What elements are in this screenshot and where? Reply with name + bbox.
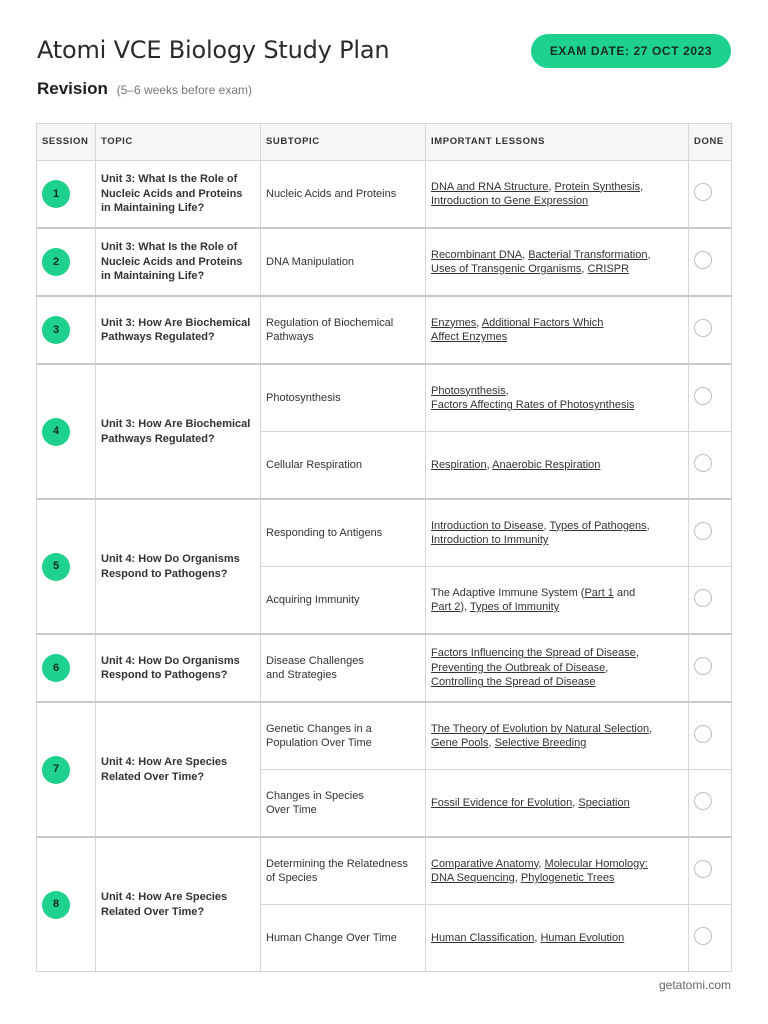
lessons-cell (426, 567, 689, 635)
done-checkbox[interactable] (694, 792, 712, 810)
lessons-cell (426, 770, 689, 838)
lesson-link[interactable]: Bacterial Transformation (528, 248, 648, 261)
topic-cell: Unit 4: How Do Organisms Respond to Pathogens? (96, 634, 261, 702)
lesson-link[interactable]: Introduction to Gene Expression (431, 195, 589, 207)
section-heading (37, 79, 252, 99)
section-title: Revision (37, 79, 108, 98)
lessons-cell (426, 499, 689, 567)
table-row (37, 634, 732, 702)
done-checkbox[interactable] (694, 183, 712, 201)
lesson-separator: , (581, 263, 588, 275)
lesson-link[interactable]: Photosynthesis (431, 384, 506, 397)
lessons-cell (426, 837, 689, 905)
topic-cell: Unit 3: What Is the Role of Nucleic Acids and Proteins in Maintaining Life? (96, 228, 261, 296)
done-cell (689, 702, 732, 770)
table-row (37, 837, 732, 905)
subtopic-cell: Determining the Relatedness of Species (261, 837, 426, 905)
done-cell (689, 567, 732, 635)
session-number-badge: 2 (42, 248, 70, 276)
lesson-link[interactable]: Introduction to Disease (431, 519, 544, 532)
lesson-link[interactable]: CRISPR (587, 263, 630, 275)
lesson-link[interactable]: Types of Immunity (469, 601, 560, 613)
lessons-cell (426, 905, 689, 972)
lesson-separator: , (505, 384, 509, 397)
lesson-separator: , (534, 931, 541, 944)
column-header-subtopic: SUBTOPIC (261, 124, 426, 161)
lesson-link[interactable]: Molecular Homology: DNA Sequencing (431, 857, 648, 884)
session-cell (37, 228, 96, 296)
subtopic-cell: Acquiring Immunity (261, 567, 426, 635)
lesson-link[interactable]: Gene Pools (431, 737, 489, 749)
lesson-link[interactable]: Part 2 (431, 601, 461, 613)
lesson-link[interactable]: Introduction to Immunity (431, 534, 549, 546)
subtopic-cell: Changes in Species Over Time (261, 770, 426, 838)
lessons-cell (426, 364, 689, 432)
lesson-separator: , (538, 857, 545, 870)
lesson-link[interactable]: Types of Pathogens (549, 519, 647, 532)
page-title: Atomi VCE Biology Study Plan (37, 36, 390, 64)
topic-cell: Unit 4: How Are Species Related Over Time? (96, 702, 261, 837)
column-header-session: SESSION (37, 124, 96, 161)
session-number-badge: 6 (42, 654, 70, 682)
session-number-badge: 3 (42, 316, 70, 344)
done-checkbox[interactable] (694, 454, 712, 472)
lesson-link[interactable]: Uses of Transgenic Organisms (431, 263, 582, 275)
lesson-link[interactable]: Factors Affecting Rates of Photosynthesis (431, 399, 635, 411)
lesson-link[interactable]: Protein Synthesis (554, 180, 641, 193)
done-checkbox[interactable] (694, 319, 712, 337)
done-checkbox[interactable] (694, 251, 712, 269)
lesson-link[interactable]: The Theory of Evolution by Natural Selection (431, 722, 650, 735)
session-number-badge: 8 (42, 891, 70, 919)
lesson-link[interactable]: Comparative Anatomy (431, 857, 539, 870)
table-row (37, 364, 732, 432)
subtopic-cell: Photosynthesis (261, 364, 426, 432)
lesson-link[interactable]: Fossil Evidence for Evolution (431, 796, 573, 809)
lesson-link[interactable]: Phylogenetic Trees (520, 872, 615, 884)
table-row (37, 499, 732, 567)
subtopic-cell: Nucleic Acids and Proteins (261, 161, 426, 229)
lesson-link[interactable]: DNA and RNA Structure (431, 180, 549, 193)
session-number-badge: 5 (42, 553, 70, 581)
lesson-separator: , (572, 796, 579, 809)
lesson-separator: , (649, 722, 653, 735)
lesson-link[interactable]: Part 1 (584, 586, 614, 599)
lesson-link[interactable]: Respiration (431, 458, 487, 471)
done-cell (689, 228, 732, 296)
done-checkbox[interactable] (694, 657, 712, 675)
done-checkbox[interactable] (694, 927, 712, 945)
done-cell (689, 499, 732, 567)
lesson-link[interactable]: Controlling the Spread of Disease (431, 676, 596, 689)
lesson-separator: and (613, 586, 636, 599)
done-cell (689, 770, 732, 838)
lesson-separator: The Adaptive Immune System ( (431, 586, 585, 599)
session-number-badge: 1 (42, 180, 70, 208)
section-note: (5–6 weeks before exam) (116, 83, 252, 97)
done-cell (689, 364, 732, 432)
table-row (37, 161, 732, 229)
lessons-cell (426, 296, 689, 364)
lesson-separator: , (522, 248, 529, 261)
lesson-link[interactable]: Factors Influencing the Spread of Disease (431, 647, 636, 660)
lesson-link[interactable]: Speciation (578, 796, 630, 809)
lesson-link[interactable]: Recombinant DNA (431, 248, 523, 261)
session-number-badge: 4 (42, 418, 70, 446)
session-cell (37, 499, 96, 634)
column-header-done: DONE (689, 124, 732, 161)
lesson-separator: , (646, 519, 650, 532)
subtopic-cell: Responding to Antigens (261, 499, 426, 567)
lessons-cell (426, 634, 689, 702)
lesson-link[interactable]: Human Evolution (540, 931, 625, 944)
table-row (37, 296, 732, 364)
done-cell (689, 296, 732, 364)
lesson-separator: ), (460, 601, 470, 613)
done-cell (689, 905, 732, 972)
session-cell (37, 702, 96, 837)
session-cell (37, 634, 96, 702)
lesson-separator: , (486, 458, 493, 471)
lesson-separator: , (548, 180, 555, 193)
done-checkbox[interactable] (694, 387, 712, 405)
subtopic-cell: Human Change Over Time (261, 905, 426, 972)
column-header-topic: TOPIC (96, 124, 261, 161)
subtopic-cell: Genetic Changes in a Population Over Time (261, 702, 426, 770)
done-checkbox[interactable] (694, 725, 712, 743)
lesson-link[interactable]: Preventing the Outbreak of Disease (431, 661, 606, 674)
lesson-link[interactable]: Selective Breeding (494, 737, 587, 749)
table-body (37, 161, 732, 972)
lesson-separator: , (543, 519, 550, 532)
topic-cell: Unit 4: How Are Species Related Over Time? (96, 837, 261, 972)
lesson-link[interactable]: Additional Factors Which Affect Enzymes (431, 316, 604, 343)
lesson-separator: , (476, 316, 482, 329)
lesson-separator: , (605, 661, 609, 674)
lesson-link[interactable]: Enzymes (431, 316, 477, 329)
session-cell (37, 837, 96, 972)
done-cell (689, 432, 732, 500)
subtopic-cell: Cellular Respiration (261, 432, 426, 500)
session-cell (37, 161, 96, 229)
lesson-separator: , (640, 180, 644, 193)
table-row (37, 228, 732, 296)
done-cell (689, 161, 732, 229)
lesson-link[interactable]: Anaerobic Respiration (492, 458, 601, 471)
lesson-link[interactable]: Human Classification (431, 931, 535, 944)
lessons-cell (426, 228, 689, 296)
lesson-separator: , (514, 872, 521, 884)
table-row (37, 702, 732, 770)
footer-site: getatomi.com (658, 978, 731, 992)
done-checkbox[interactable] (694, 589, 712, 607)
subtopic-cell: Regulation of Biochemical Pathways (261, 296, 426, 364)
done-cell (689, 837, 732, 905)
topic-cell: Unit 3: How Are Biochemical Pathways Regulated? (96, 364, 261, 499)
study-plan-table (36, 123, 732, 972)
topic-cell: Unit 4: How Do Organisms Respond to Pathogens? (96, 499, 261, 634)
session-number-badge: 7 (42, 756, 70, 784)
done-cell (689, 634, 732, 702)
done-checkbox[interactable] (694, 860, 712, 878)
topic-cell: Unit 3: What Is the Role of Nucleic Acids and Proteins in Maintaining Life? (96, 161, 261, 229)
done-checkbox[interactable] (694, 522, 712, 540)
subtopic-cell: Disease Challenges and Strategies (261, 634, 426, 702)
lessons-cell (426, 432, 689, 500)
session-cell (37, 296, 96, 364)
column-header-lessons: IMPORTANT LESSONS (426, 124, 689, 161)
subtopic-cell: DNA Manipulation (261, 228, 426, 296)
lesson-separator: , (488, 737, 495, 749)
lessons-cell (426, 702, 689, 770)
table-header-row (37, 124, 732, 161)
lessons-cell (426, 161, 689, 229)
exam-date-badge: EXAM DATE: 27 OCT 2023 (531, 34, 731, 68)
lesson-separator: , (647, 248, 651, 261)
lesson-separator: , (635, 647, 639, 660)
session-cell (37, 364, 96, 499)
topic-cell: Unit 3: How Are Biochemical Pathways Regulated? (96, 296, 261, 364)
